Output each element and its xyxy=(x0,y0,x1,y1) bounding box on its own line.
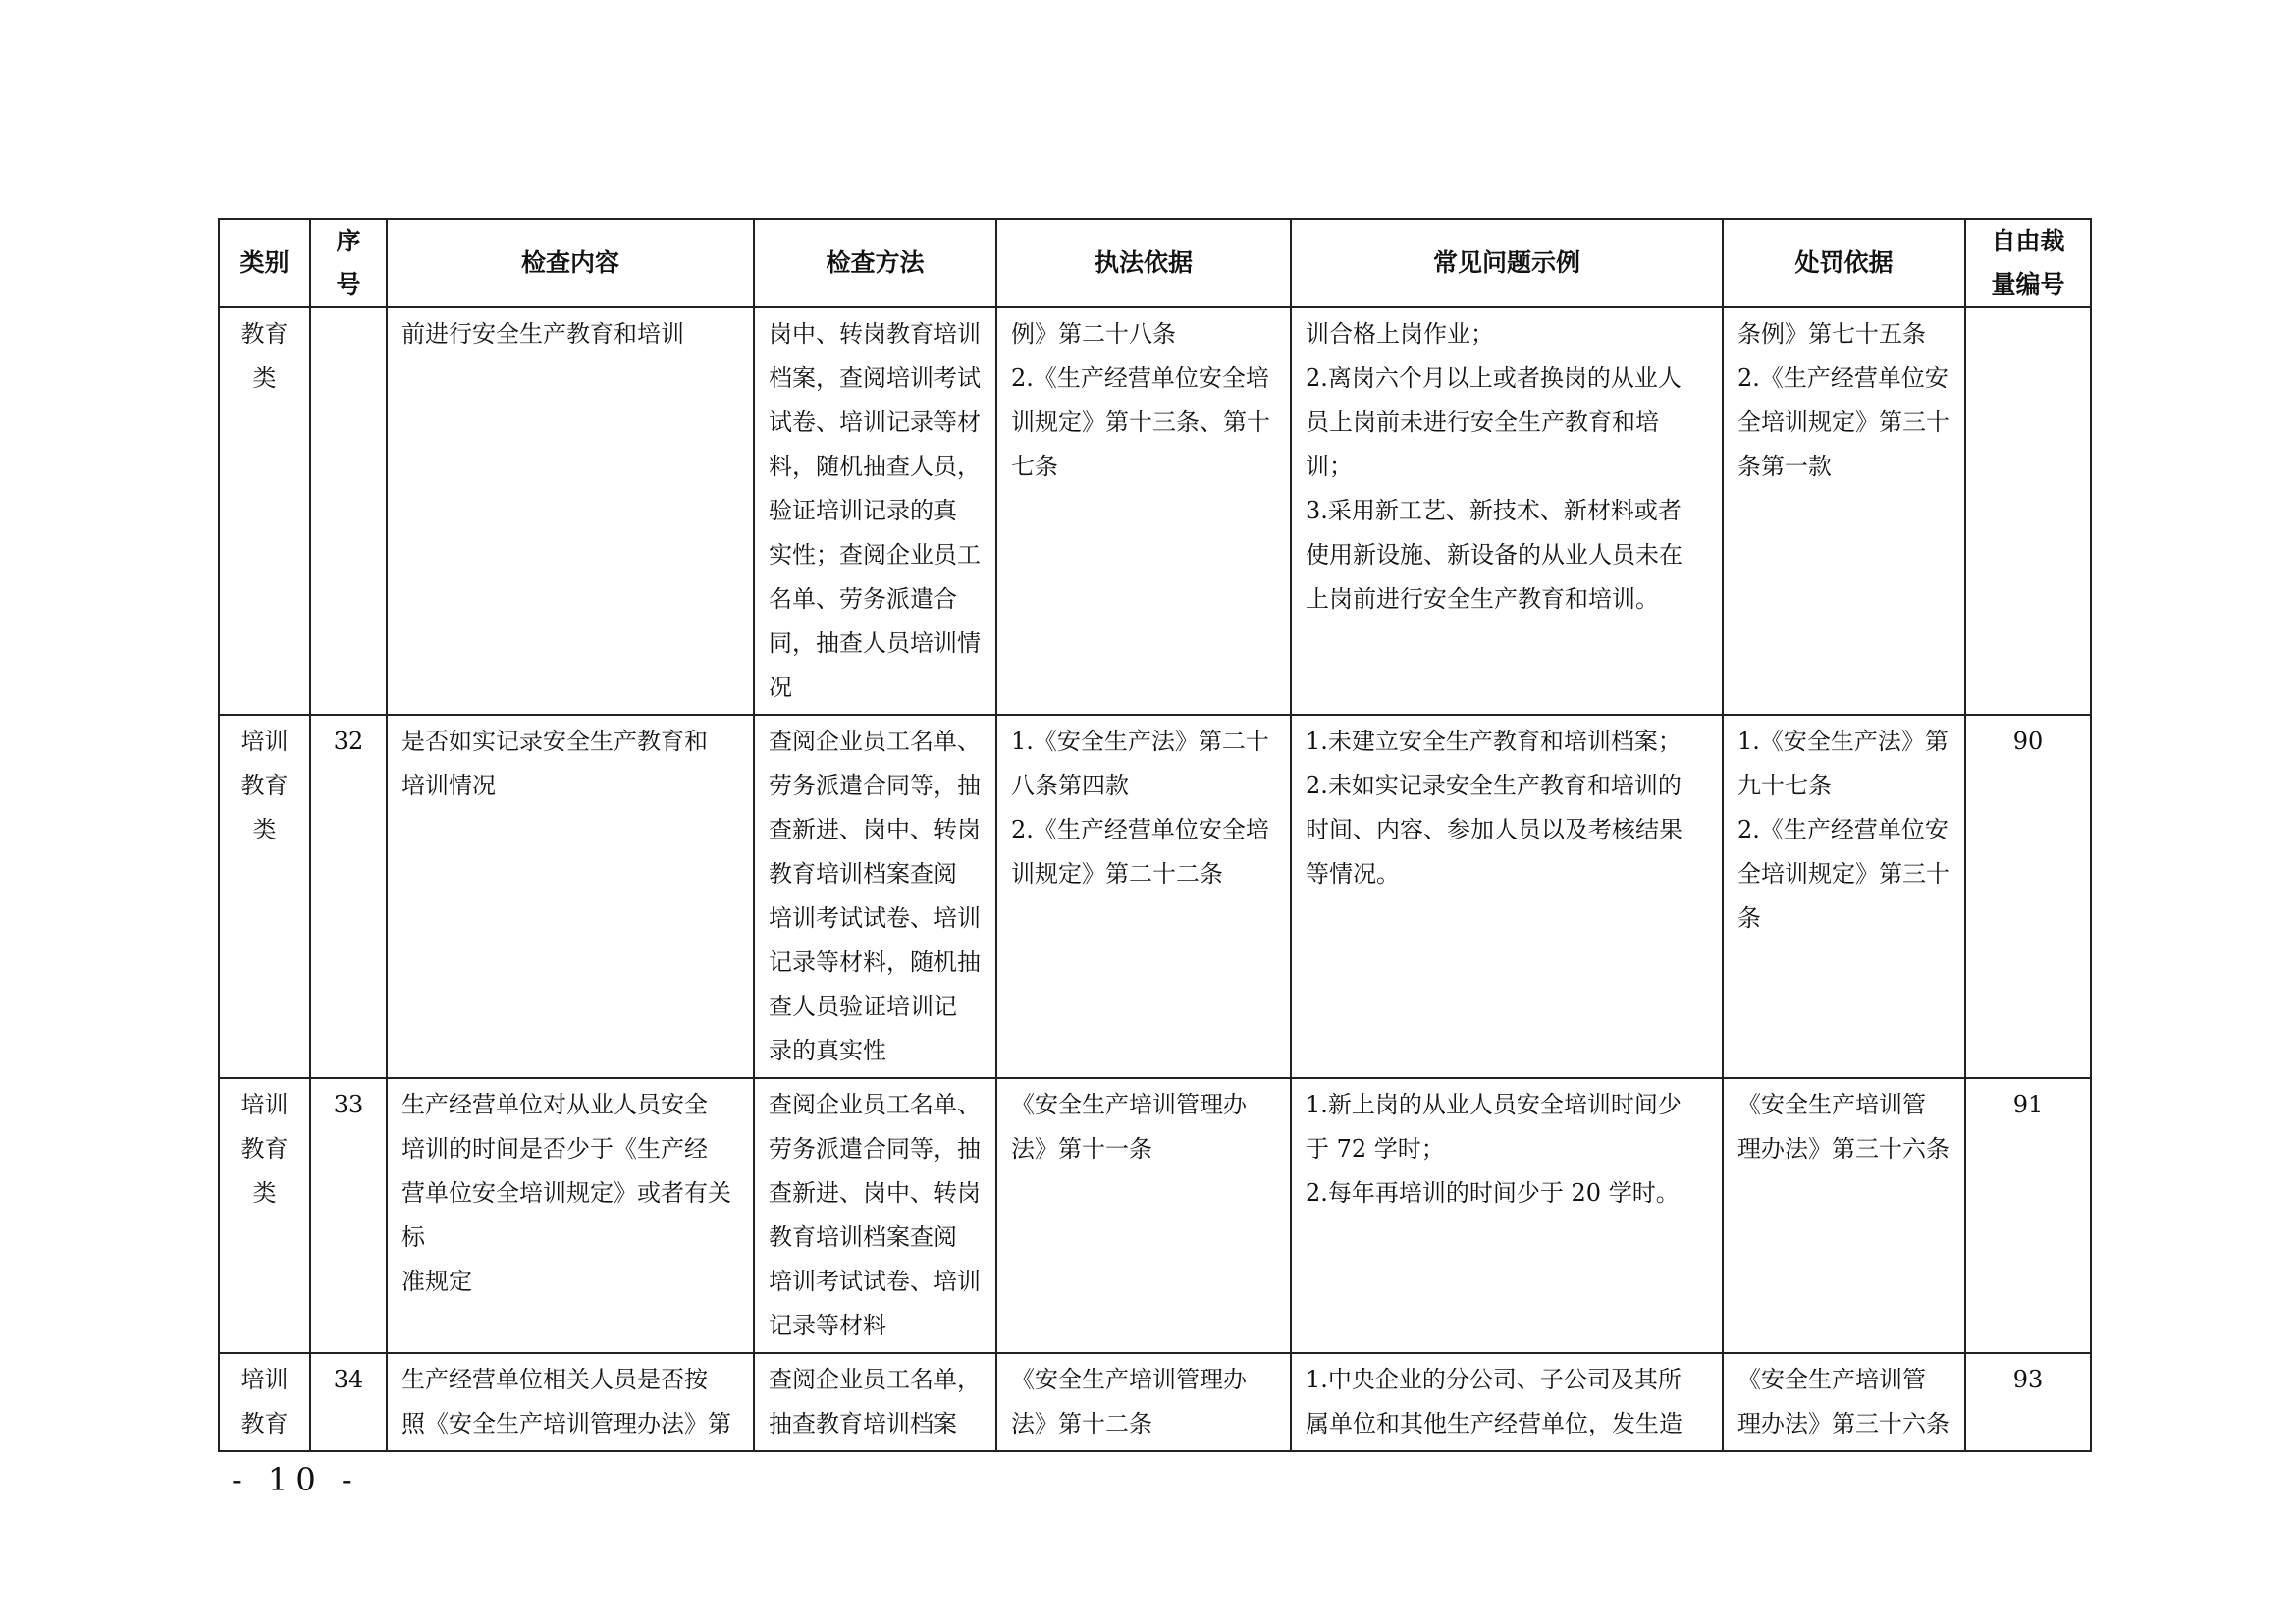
cell-line: 教育 xyxy=(240,1135,289,1163)
cell-line: 生产经营单位对从业人员安全 xyxy=(401,1091,708,1118)
problems-cell xyxy=(1291,307,1723,715)
cell-line: 例》第二十八条 xyxy=(1011,320,1176,348)
table-row xyxy=(219,307,2091,715)
inspection-table xyxy=(218,218,2092,1452)
cell-line: 验证培训记录的真 xyxy=(769,497,957,524)
header-content: 检查内容 xyxy=(387,219,754,307)
table-row xyxy=(219,1078,2091,1353)
cell-line: 培训考试试卷、培训 xyxy=(769,904,981,932)
cell-line: 录的真实性 xyxy=(769,1037,886,1064)
header-method: 检查方法 xyxy=(754,219,996,307)
header-code: 自由裁 量编号 xyxy=(1965,219,2091,307)
problems-cell xyxy=(1291,1078,1723,1353)
cell-line: 培训 xyxy=(240,1366,289,1393)
cell-line: 《安全生产培训管 xyxy=(1737,1091,1926,1118)
header-penalty: 处罚依据 xyxy=(1723,219,1965,307)
method-cell xyxy=(754,1078,996,1353)
cell-line: 类 xyxy=(252,816,277,843)
cell-line: 同，抽查人员培训情 xyxy=(769,629,981,657)
cell-line: 2.《生产经营单位安 xyxy=(1737,816,1949,843)
cell-line: 劳务派遣合同等，抽 xyxy=(769,1135,981,1163)
cell-line: 是否如实记录安全生产教育和 xyxy=(401,728,708,755)
cell-line: 培训的时间是否少于《生产经 xyxy=(401,1135,708,1163)
cell-line: 理办法》第三十六条 xyxy=(1737,1410,1949,1437)
method-cell xyxy=(754,1353,996,1451)
cell-line: 1.新上岗的从业人员安全培训时间少 xyxy=(1306,1091,1682,1118)
penalty-cell xyxy=(1723,1078,1965,1353)
cell-line: 条第一款 xyxy=(1737,453,1832,480)
category-cell xyxy=(219,307,310,715)
code-cell: 90 xyxy=(1965,715,2091,1078)
cell-line: 实性；查阅企业员工 xyxy=(769,541,981,568)
cell-line: 3.采用新工艺、新技术、新材料或者 xyxy=(1306,497,1682,524)
table-row xyxy=(219,1353,2091,1451)
cell-line: 《安全生产培训管理办 xyxy=(1011,1091,1247,1118)
cell-line: 理办法》第三十六条 xyxy=(1737,1135,1949,1163)
cell-line: 抽查教育培训档案 xyxy=(769,1410,957,1437)
header-problems: 常见问题示例 xyxy=(1291,219,1723,307)
cell-line: 营单位安全培训规定》或者有关标 xyxy=(401,1179,731,1251)
cell-line: 等情况。 xyxy=(1306,860,1400,888)
table-row xyxy=(219,715,2091,1078)
cell-line: 八条第四款 xyxy=(1011,772,1129,799)
cell-line: 1.未建立安全生产教育和培训档案； xyxy=(1306,728,1682,755)
cell-line: 训规定》第二十二条 xyxy=(1011,860,1223,888)
cell-line: 培训 xyxy=(240,1091,289,1118)
cell-line: 培训情况 xyxy=(401,772,496,799)
penalty-cell xyxy=(1723,1353,1965,1451)
cell-line: 教育 xyxy=(240,320,289,348)
basis-cell xyxy=(996,1353,1291,1451)
cell-line: 况 xyxy=(769,674,792,701)
cell-line: 训； xyxy=(1306,453,1353,480)
category-cell xyxy=(219,1353,310,1451)
cell-line: 试卷、培训记录等材 xyxy=(769,408,981,436)
cell-line: 2.《生产经营单位安全培 xyxy=(1011,816,1269,843)
code-cell: 91 xyxy=(1965,1078,2091,1353)
cell-line: 训合格上岗作业； xyxy=(1306,320,1494,348)
cell-line: 记录等材料，随机抽 xyxy=(769,948,981,976)
cell-line: 全培训规定》第三十 xyxy=(1737,408,1949,436)
cell-line: 2.《生产经营单位安全培 xyxy=(1011,364,1269,392)
cell-line: 法》第十二条 xyxy=(1011,1410,1152,1437)
cell-line: 全培训规定》第三十 xyxy=(1737,860,1949,888)
code-cell xyxy=(1965,307,2091,715)
cell-line: 1.《安全生产法》第 xyxy=(1737,728,1949,755)
cell-line: 料，随机抽查人员， xyxy=(769,453,981,480)
cell-line: 前进行安全生产教育和培训 xyxy=(401,320,684,348)
cell-line: 《安全生产培训管理办 xyxy=(1011,1366,1247,1393)
problems-cell xyxy=(1291,1353,1723,1451)
category-cell xyxy=(219,1078,310,1353)
penalty-cell xyxy=(1723,715,1965,1078)
cell-line: 1.《安全生产法》第二十 xyxy=(1011,728,1269,755)
cell-line: 使用新设施、新设备的从业人员未在 xyxy=(1306,541,1682,568)
page-number: - 10 - xyxy=(232,1461,360,1498)
cell-line: 训规定》第十三条、第十 xyxy=(1011,408,1270,436)
cell-line: 查人员验证培训记 xyxy=(769,993,957,1020)
cell-line: 类 xyxy=(252,1179,277,1207)
cell-line: 查阅企业员工名单， xyxy=(769,1366,981,1393)
content-cell xyxy=(387,307,754,715)
cell-line: 类 xyxy=(252,364,277,392)
cell-line: 准规定 xyxy=(401,1268,472,1295)
cell-line: 照《安全生产培训管理办法》第 xyxy=(401,1410,731,1437)
code-cell: 93 xyxy=(1965,1353,2091,1451)
seq-cell: 32 xyxy=(310,715,387,1078)
header-basis: 执法依据 xyxy=(996,219,1291,307)
table-header-row xyxy=(219,219,2091,307)
cell-line: 查阅企业员工名单、 xyxy=(769,728,981,755)
cell-line: 名单、劳务派遣合 xyxy=(769,585,957,613)
cell-line: 属单位和其他生产经营单位，发生造 xyxy=(1306,1410,1682,1437)
cell-line: 教育 xyxy=(240,772,289,799)
cell-line: 生产经营单位相关人员是否按 xyxy=(401,1366,708,1393)
cell-line: 七条 xyxy=(1011,453,1058,480)
problems-cell xyxy=(1291,715,1723,1078)
cell-line: 岗中、转岗教育培训 xyxy=(769,320,981,348)
cell-line: 教育培训档案查阅 xyxy=(769,860,957,888)
cell-line: 查新进、岗中、转岗 xyxy=(769,1179,981,1207)
method-cell xyxy=(754,715,996,1078)
basis-cell xyxy=(996,715,1291,1078)
cell-line: 2.未如实记录安全生产教育和培训的 xyxy=(1306,772,1682,799)
seq-cell xyxy=(310,307,387,715)
content-cell xyxy=(387,1353,754,1451)
seq-cell: 33 xyxy=(310,1078,387,1353)
cell-line: 记录等材料 xyxy=(769,1312,886,1339)
cell-line: 于 72 学时； xyxy=(1306,1135,1445,1163)
penalty-cell xyxy=(1723,307,1965,715)
seq-cell: 34 xyxy=(310,1353,387,1451)
cell-line: 法》第十一条 xyxy=(1011,1135,1152,1163)
cell-line: 培训 xyxy=(240,728,289,755)
cell-line: 时间、内容、参加人员以及考核结果 xyxy=(1306,816,1682,843)
cell-line: 2.离岗六个月以上或者换岗的从业人 xyxy=(1306,364,1682,392)
cell-line: 上岗前进行安全生产教育和培训。 xyxy=(1306,585,1659,613)
cell-line: 员上岗前未进行安全生产教育和培 xyxy=(1306,408,1659,436)
cell-line: 档案，查阅培训考试 xyxy=(769,364,981,392)
header-category: 类别 xyxy=(219,219,310,307)
cell-line: 教育 xyxy=(240,1410,289,1437)
method-cell xyxy=(754,307,996,715)
cell-line: 1.中央企业的分公司、子公司及其所 xyxy=(1306,1366,1682,1393)
content-cell xyxy=(387,715,754,1078)
content-cell xyxy=(387,1078,754,1353)
basis-cell xyxy=(996,1078,1291,1353)
cell-line: 《安全生产培训管 xyxy=(1737,1366,1926,1393)
cell-line: 劳务派遣合同等，抽 xyxy=(769,772,981,799)
cell-line: 2.每年再培训的时间少于 20 学时。 xyxy=(1306,1179,1680,1207)
category-cell xyxy=(219,715,310,1078)
cell-line: 2.《生产经营单位安 xyxy=(1737,364,1949,392)
cell-line: 教育培训档案查阅 xyxy=(769,1223,957,1251)
cell-line: 查新进、岗中、转岗 xyxy=(769,816,981,843)
header-seq: 序 号 xyxy=(310,219,387,307)
basis-cell xyxy=(996,307,1291,715)
cell-line: 九十七条 xyxy=(1737,772,1832,799)
cell-line: 条 xyxy=(1737,904,1761,932)
cell-line: 条例》第七十五条 xyxy=(1737,320,1926,348)
cell-line: 培训考试试卷、培训 xyxy=(769,1268,981,1295)
cell-line: 查阅企业员工名单、 xyxy=(769,1091,981,1118)
